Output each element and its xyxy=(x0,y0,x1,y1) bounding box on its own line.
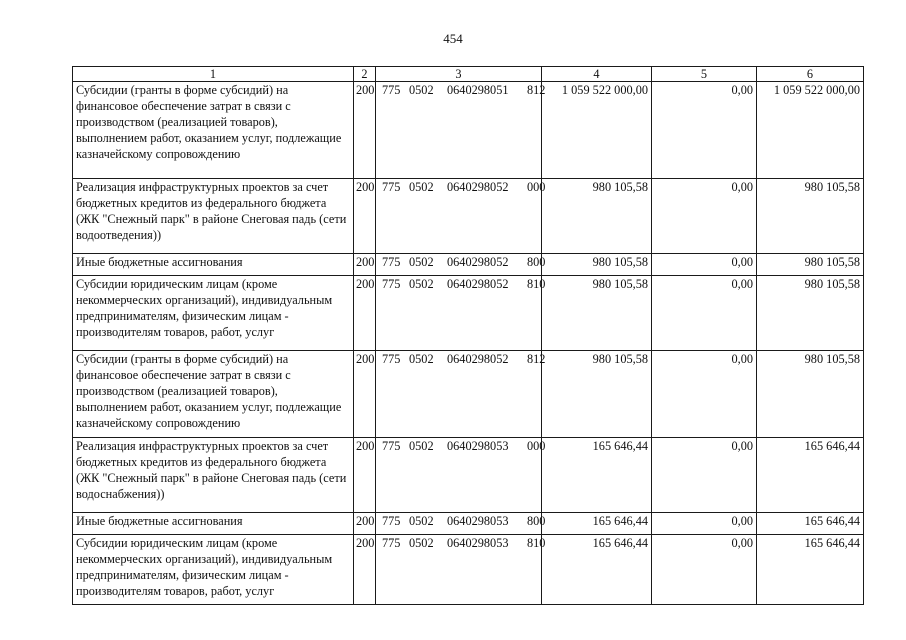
section-code: 0502 xyxy=(409,352,434,366)
grbs-code: 775 xyxy=(382,277,401,291)
grbs-code: 775 xyxy=(382,514,401,528)
row-code-cell xyxy=(376,351,546,438)
section-code: 0502 xyxy=(409,180,434,194)
row-col6-amount: 1 059 522 000,00 xyxy=(757,82,864,179)
row-col4-amount: 980 105,58 xyxy=(542,351,652,438)
row-col5-amount: 0,00 xyxy=(652,438,757,513)
section-code: 0502 xyxy=(409,255,434,269)
row-col2-cell: 200 xyxy=(354,276,376,351)
row-col5-amount: 0,00 xyxy=(652,513,757,535)
vr-code: 812 xyxy=(527,352,546,366)
row-col4-amount: 1 059 522 000,00 xyxy=(542,82,652,179)
page-number: 454 xyxy=(443,31,463,46)
row-col6-amount: 980 105,58 xyxy=(757,276,864,351)
table-row xyxy=(73,513,864,535)
table-row xyxy=(73,254,864,276)
row-col5-amount: 0,00 xyxy=(652,351,757,438)
header-cell-col5: 5 xyxy=(652,67,757,82)
table-row xyxy=(73,438,864,513)
article-code: 0640298053 xyxy=(447,536,509,550)
table-row xyxy=(73,276,864,351)
row-col6-amount: 165 646,44 xyxy=(757,438,864,513)
row-col6-amount: 980 105,58 xyxy=(757,254,864,276)
header-cell-col1: 1 xyxy=(73,67,354,82)
header-cell-col4: 4 xyxy=(542,67,652,82)
row-col4-amount: 980 105,58 xyxy=(542,276,652,351)
header-cell-col2: 2 xyxy=(354,67,376,82)
vr-code: 800 xyxy=(527,255,546,269)
header-cell-col3: 3 xyxy=(376,67,542,82)
section-code: 0502 xyxy=(409,514,434,528)
vr-code: 800 xyxy=(527,514,546,528)
row-col5-amount: 0,00 xyxy=(652,82,757,179)
section-code: 0502 xyxy=(409,277,434,291)
row-col2-cell: 200 xyxy=(354,179,376,254)
row-col6-amount: 980 105,58 xyxy=(757,179,864,254)
row-col5-amount: 0,00 xyxy=(652,179,757,254)
grbs-code: 775 xyxy=(382,536,401,550)
row-col4-amount: 165 646,44 xyxy=(542,438,652,513)
row-code-cell xyxy=(376,82,546,179)
grbs-code: 775 xyxy=(382,180,401,194)
row-col2-cell: 200 xyxy=(354,535,376,605)
row-name-cell: Иные бюджетные ассигнования xyxy=(73,513,354,535)
row-col4-amount: 165 646,44 xyxy=(542,535,652,605)
row-col6-amount: 165 646,44 xyxy=(757,513,864,535)
article-code: 0640298052 xyxy=(447,277,509,291)
row-col5-amount: 0,00 xyxy=(652,276,757,351)
row-code-cell xyxy=(376,513,546,535)
grbs-code: 775 xyxy=(382,255,401,269)
article-code: 0640298052 xyxy=(447,352,509,366)
table-row xyxy=(73,535,864,605)
vr-code: 000 xyxy=(527,180,546,194)
header-cell-col6: 6 xyxy=(757,67,864,82)
row-col2-cell: 200 xyxy=(354,254,376,276)
row-col5-amount: 0,00 xyxy=(652,535,757,605)
row-col4-amount: 165 646,44 xyxy=(542,513,652,535)
section-code: 0502 xyxy=(409,536,434,550)
grbs-code: 775 xyxy=(382,352,401,366)
row-name-cell: Субсидии юридическим лицам (кроме некоммерческих организаций), индивидуальным предпринимателям, физическим лицам - производителям товаров, работ, услуг xyxy=(73,535,354,605)
budget-table xyxy=(72,66,864,605)
article-code: 0640298053 xyxy=(447,514,509,528)
article-code: 0640298052 xyxy=(447,255,509,269)
table-header-row xyxy=(73,67,864,82)
section-code: 0502 xyxy=(409,83,434,97)
table-row xyxy=(73,351,864,438)
vr-code: 812 xyxy=(527,83,546,97)
row-name-cell: Субсидии (гранты в форме субсидий) на финансовое обеспечение затрат в связи с производством (реализацией товаров), выполнением работ, оказанием услуг, подлежащие казначейскому сопровождению xyxy=(73,351,354,438)
row-code-cell xyxy=(376,254,546,276)
article-code: 0640298052 xyxy=(447,180,509,194)
row-name-cell: Субсидии юридическим лицам (кроме некоммерческих организаций), индивидуальным предпринимателям, физическим лицам - производителям товаров, работ, услуг xyxy=(73,276,354,351)
row-name-cell: Субсидии (гранты в форме субсидий) на финансовое обеспечение затрат в связи с производством (реализацией товаров), выполнением работ, оказанием услуг, подлежащие казначейскому сопровождению xyxy=(73,82,354,179)
row-col2-cell: 200 xyxy=(354,513,376,535)
row-col5-amount: 0,00 xyxy=(652,254,757,276)
row-col6-amount: 980 105,58 xyxy=(757,351,864,438)
vr-code: 810 xyxy=(527,277,546,291)
row-code-cell xyxy=(376,276,546,351)
row-col4-amount: 980 105,58 xyxy=(542,254,652,276)
row-code-cell xyxy=(376,438,546,513)
grbs-code: 775 xyxy=(382,439,401,453)
table-row xyxy=(73,82,864,179)
row-col2-cell: 200 xyxy=(354,82,376,179)
row-col2-cell: 200 xyxy=(354,438,376,513)
vr-code: 000 xyxy=(527,439,546,453)
row-name-cell: Реализация инфраструктурных проектов за счет бюджетных кредитов из федерального бюджета (ЖК "Снежный парк" в районе Снеговая падь (сети водоснабжения)) xyxy=(73,438,354,513)
row-code-cell xyxy=(376,179,546,254)
row-col4-amount: 980 105,58 xyxy=(542,179,652,254)
row-code-cell xyxy=(376,535,546,605)
article-code: 0640298053 xyxy=(447,439,509,453)
row-col2-cell: 200 xyxy=(354,351,376,438)
row-col6-amount: 165 646,44 xyxy=(757,535,864,605)
article-code: 0640298051 xyxy=(447,83,509,97)
section-code: 0502 xyxy=(409,439,434,453)
table-row xyxy=(73,179,864,254)
grbs-code: 775 xyxy=(382,83,401,97)
row-name-cell: Реализация инфраструктурных проектов за счет бюджетных кредитов из федерального бюджета (ЖК "Снежный парк" в районе Снеговая падь (сети водоотведения)) xyxy=(73,179,354,254)
row-name-cell: Иные бюджетные ассигнования xyxy=(73,254,354,276)
vr-code: 810 xyxy=(527,536,546,550)
budget-table-body xyxy=(73,67,864,605)
